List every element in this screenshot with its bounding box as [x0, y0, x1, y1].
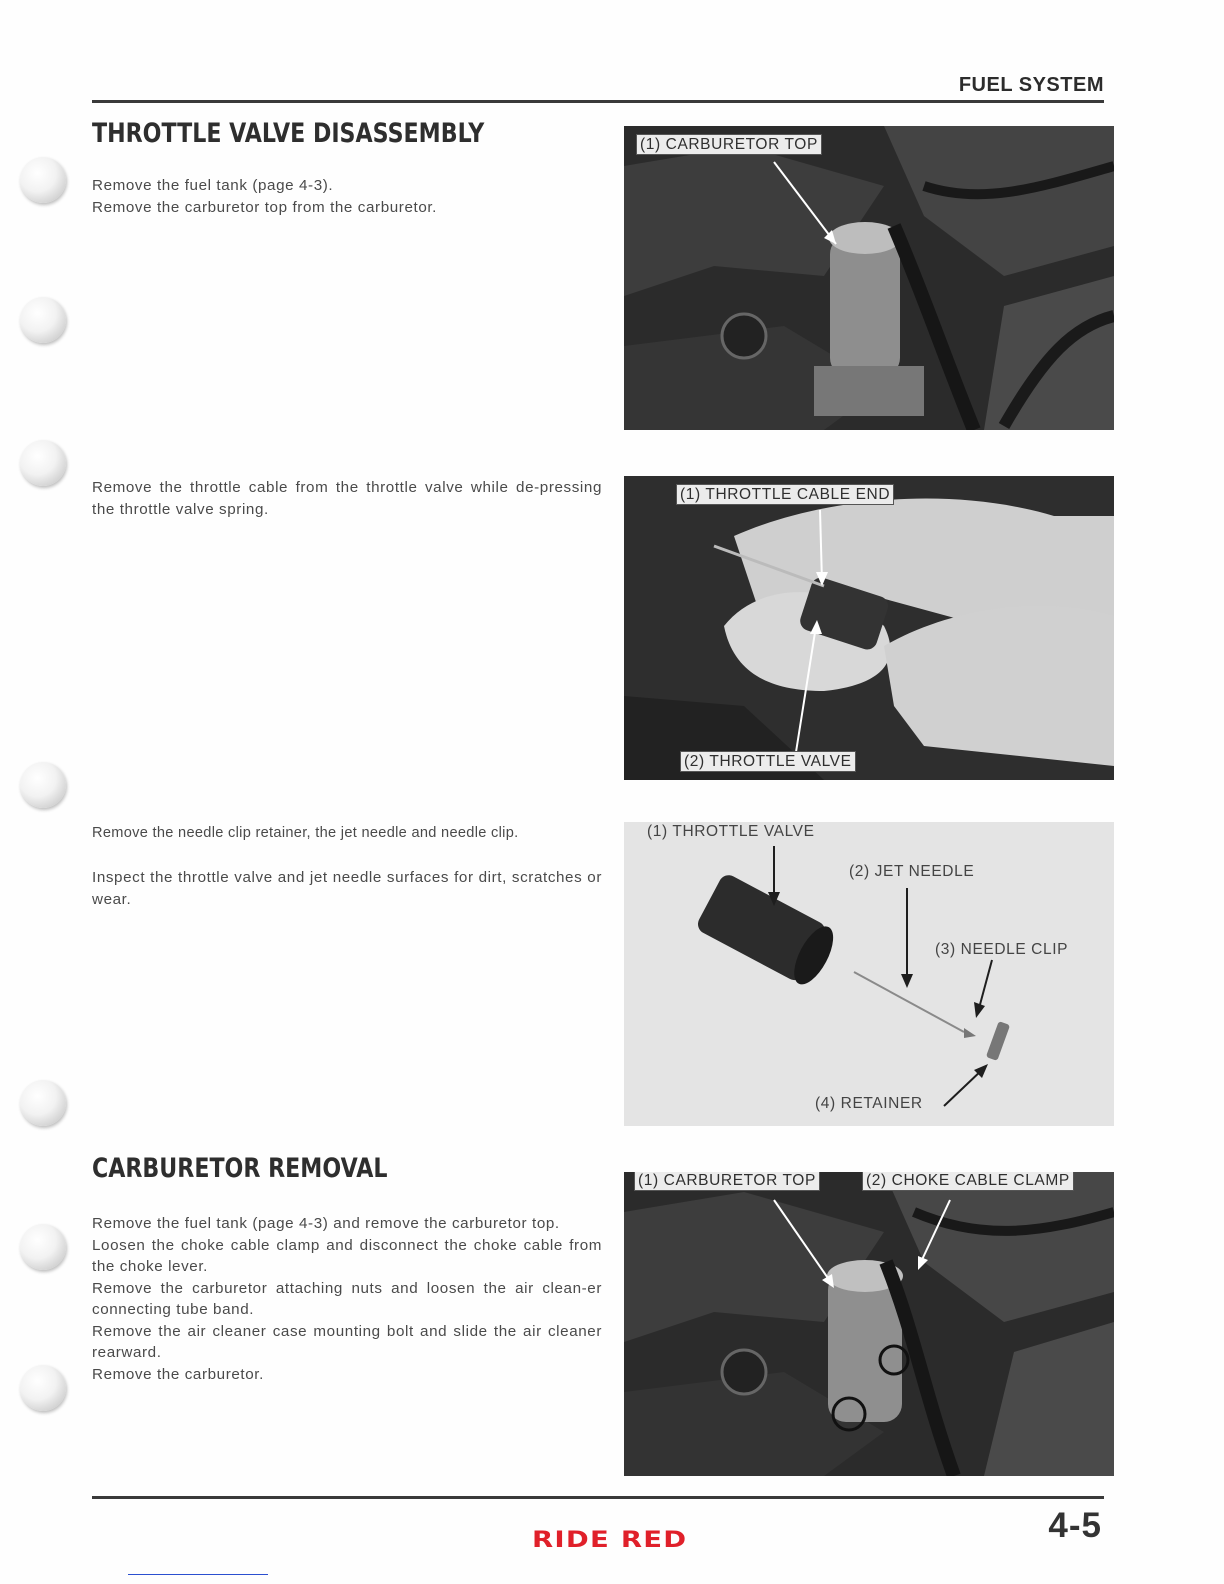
figure-label: (1) THROTTLE VALVE — [647, 823, 815, 840]
throttle-section-title: THROTTLE VALVE DISASSEMBLY — [92, 118, 485, 149]
figure-label: (2) CHOKE CABLE CLAMP — [862, 1172, 1074, 1191]
step-line: Loosen the choke cable clamp and disconnect the choke cable from the choke lever. — [92, 1236, 602, 1275]
step-line: Remove the needle clip retainer, the jet needle and needle clip. — [92, 825, 519, 841]
top-rule — [92, 100, 1104, 103]
bottom-rule — [92, 1496, 1104, 1499]
throttle-step-3 — [92, 823, 602, 845]
footer-underline — [128, 1574, 268, 1575]
figure-jet-needle-photo — [624, 822, 1114, 1126]
step-line: Remove the carburetor. — [92, 1365, 264, 1383]
figure-label: (1) CARBURETOR TOP — [634, 1172, 820, 1191]
throttle-step-1 — [92, 175, 602, 218]
hands-photo-illustration — [624, 476, 1114, 780]
step-line: Remove the carburetor top from the carburetor. — [92, 198, 438, 216]
binder-hole — [20, 157, 66, 203]
binder-hole — [20, 1080, 66, 1126]
figure-label: (1) CARBURETOR TOP — [636, 134, 822, 155]
figure-label: (2) THROTTLE VALVE — [680, 751, 856, 772]
engine-photo-illustration — [624, 126, 1114, 430]
figure-label: (2) JET NEEDLE — [849, 863, 975, 880]
figure-label: (3) NEEDLE CLIP — [935, 941, 1069, 958]
step-line: Remove the fuel tank (page 4-3). — [92, 177, 334, 194]
throttle-step-4 — [92, 867, 602, 910]
throttle-step-2 — [92, 477, 602, 520]
page-number: 4-5 — [1048, 1506, 1102, 1545]
figure-throttle-cable-photo — [624, 476, 1114, 780]
step-line: Remove the throttle cable from the throttle valve while de-pressing the throttle valve spring. — [92, 479, 602, 518]
carburetor-section-title: CARBURETOR REMOVAL — [92, 1153, 388, 1184]
figure-label: (1) THROTTLE CABLE END — [676, 484, 894, 505]
figure-carburetor-top-photo — [624, 126, 1114, 430]
figure-carburetor-removal-photo — [624, 1172, 1114, 1476]
binder-hole — [20, 1365, 66, 1411]
carburetor-steps — [92, 1213, 602, 1385]
brand-logo: RIDE RED — [532, 1528, 688, 1553]
figure-label: (4) RETAINER — [815, 1095, 923, 1112]
step-line: Remove the carburetor attaching nuts and loosen the air clean-er connecting tube band. — [92, 1279, 602, 1318]
binder-hole — [20, 1224, 66, 1270]
step-line: Inspect the throttle valve and jet needle surfaces for dirt, scratches or wear. — [92, 869, 602, 908]
binder-hole — [20, 440, 66, 486]
section-header: FUEL SYSTEM — [958, 74, 1104, 96]
engine-photo-illustration — [624, 1172, 1114, 1476]
step-line: Remove the fuel tank (page 4-3) and remove the carburetor top. — [92, 1215, 560, 1232]
step-line: Remove the air cleaner case mounting bolt and slide the air cleaner rearward. — [92, 1322, 602, 1361]
binder-hole — [20, 297, 66, 343]
binder-hole — [20, 762, 66, 808]
